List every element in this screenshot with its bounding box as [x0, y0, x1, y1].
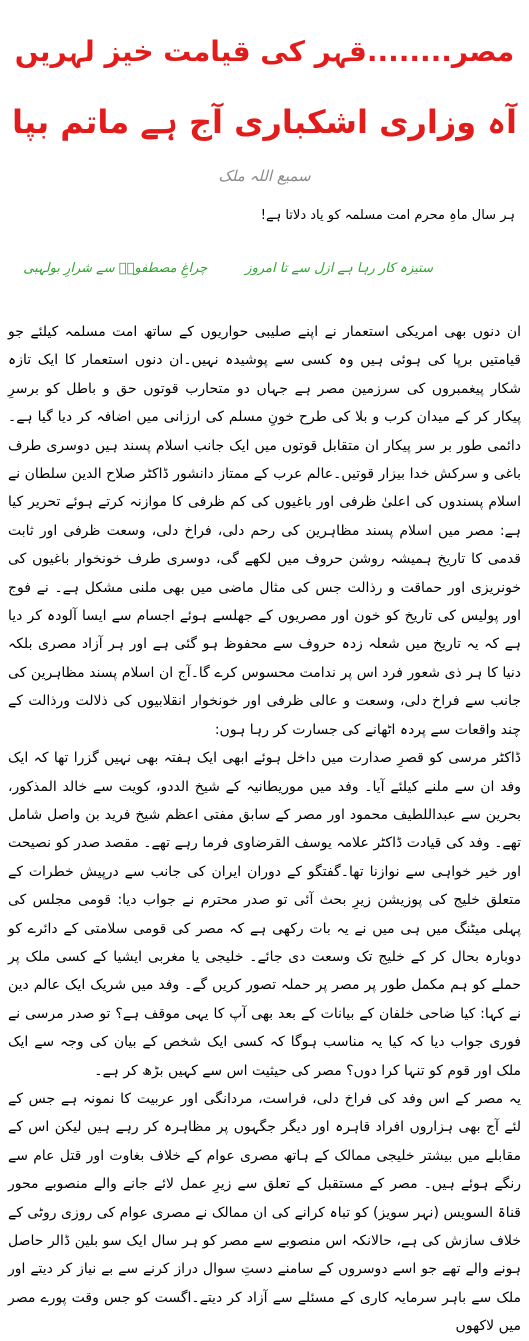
paragraph: ان دنوں بھی امریکی استعمار نے اپنے صلیبی حواریوں کے ساتھ امت مسلمہ کیلئے جو قیامتیں برپا کی ہوئی ہیں وہ کسی سے پوشیدہ نہیں۔ان دنوں استعمار کا ایک تازہ شکار پیغمبروں کی سرزمین مصر ہے جہاں دو متحارب قوتوں حق و باطل کو برسرِ پیکار کر کے میدان کرب و بلا کی طرح خونِ مسلم کی ارزانی میں اضافہ کر دیا گیا ہے۔دائمی طور بر سر پیکار ان متقابل قوتوں میں ایک جانب اسلام پسند ہیں دوسری طرف باغی و سرکش خدا بیزار قوتیں۔عالم عرب کے ممتاز دانشور ڈاکٹر صلاح الدین سلطان نے اسلام پسندوں کی اعلیٰ ظرفی اور باغیوں کی کم ظرفی کا موازنہ کرتے ہوئے تحریر کیا ہے: مصر میں اسلام پسند مظاہرین کی رحم دلی، فراخ دلی، وسعت ظرفی اور ثابت قدمی کا تاریخ ہمیشہ روشن حروف میں لکھے گی، دوسری طرف خونخوار باغیوں کی خونریزی اور حماقت و رذالت جس کی مثال ماضی میں بھی ملنی مشکل ہے۔ نے فوج اور پولیس کی تاریخ کو خون اور مصریوں کے جھلسے ہوئے اجسام سے ایسا آلودہ کر دیا ہے کہ یہ تاریخ میں شعلہ زدہ حروف سے محفوظ ہو گئی ہے اور ہر آزاد مصری بلکہ دنیا کا ہر ذی شعور فرد اس پر ندامت محسوس کرے گا۔آج ان اسلام پسند مظاہرین کی جانب سے فراخ دلی، وسعت و عالی ظرفی اور خونخوار انقلابیوں کی ذلالت ورذالت کے چند واقعات سے پردہ اٹھانے کی جسارت کر رہا ہوں: [8, 324, 521, 738]
paragraph: ڈاکٹر مرسی کو قصرِ صدارت میں داخل ہوئے ابھی ایک ہفتہ بھی نہیں گزرا تھا کہ ایک وفد ان سے ملنے کیلئے آیا۔ وفد میں موریطانیہ کے شیخ الددو، کویت سے خالد المذکور، بحرین سے عبداللطیف محمود اور مصر کے سابق مفتی اعظم شیخ فرید بن واصل شامل تھے۔ وفد کی قیادت ڈاکٹر علامہ یوسف القرضاوی فرما رہے تھے۔ مقصد صدر کو نصیحت اور خیر خواہی سے نوازنا تھا۔گفتگو کے دوران ایران کی جانب سے درپیش خطرات کے متعلق خلیج کی پوزیشن زیرِ بحث آئی تو صدر محترم نے جواب دیا: قومی مجلس کی پہلی میٹنگ میں ہی میں نے یہ بات رکھی ہے کہ مصر کی قومی سلامتی کے دائرے کو دوبارہ بحال کر کے خلیج تک وسعت دی جائے۔ خلیجی یا مغربی ایشیا کے کسی ملک پر حملے کو ہم مکمل طور پر مصر پر حملہ تصور کریں گے۔ وفد میں شریک ایک عالم دین نے کہا: کیا ضاحی خلفان کے بیانات کے بعد بھی آپ کا یہی موقف ہے؟ تو صدر مرسی نے فوری جواب دیا کہ کیا یہ مناسب ہوگا کہ کسی ایک شخص کے بیان کی وجہ سے ایک ملک اور قوم کو تنہا کرا دوں؟ مصر کی حیثیت اس سے کہیں بڑھ کر ہے۔ [8, 750, 521, 1079]
paragraph: یہ مصر کے اس وفد کی فراخ دلی، فراست، مردانگی اور عربیت کا نمونہ ہے جس کے لئے آج بھی ہزاروں افراد قاہرہ اور دیگر جگہوں پر مظاہرہ کر رہے ہیں لیکن اس کے مقابلے میں بیشتر خلیجی ممالک کے ہاتھ مصری عوام کے خلاف بغاوت اور قتل عام سے رنگے ہوئے ہیں۔ مصر کے مستقبل کے تعلق سے زیرِ عمل لائے جانے والے منصوبے محور قناۃ السویس (نہر سویز) کو تباہ کرانے کی ان ممالک نے مصری عوام کی روزی روٹی کے خلاف سازش کی ہے، حالانکہ اس منصوبے سے مصر کو ہر سال ایک سو بلین ڈالر حاصل ہونے والے تھے جو اسے دوسروں کے سامنے دستِ سوال دراز کرنے سے بے نیاز کر دیتے اور ملک سے باہر سرمایہ کاری کے مسئلے سے آزاد کر دیتے۔اگست کو جس وقت پورے مصر میں لاکھوں [8, 1090, 521, 1335]
verse-first-hemistich: ستیزہ کار رہا ہے ازل سے تا امروز [245, 261, 433, 276]
intro-line: ہر سال ماہِ محرم امت مسلمہ کو یاد دلاتا ہے! [260, 208, 515, 223]
article-body [8, 318, 521, 1341]
verse-couplet [10, 260, 433, 278]
author-name: سمیع اللہ ملک [218, 167, 311, 185]
headline-line-2: آہ وزاری اشکباری آج ہے ماتم بپا [11, 103, 518, 141]
headline-line-1: مصر........قہر کی قیامت خیز لہریں [14, 35, 515, 68]
verse-second-hemistich: چراغِ مصطفویؐ سے شرارِ بولہبی [23, 261, 208, 276]
